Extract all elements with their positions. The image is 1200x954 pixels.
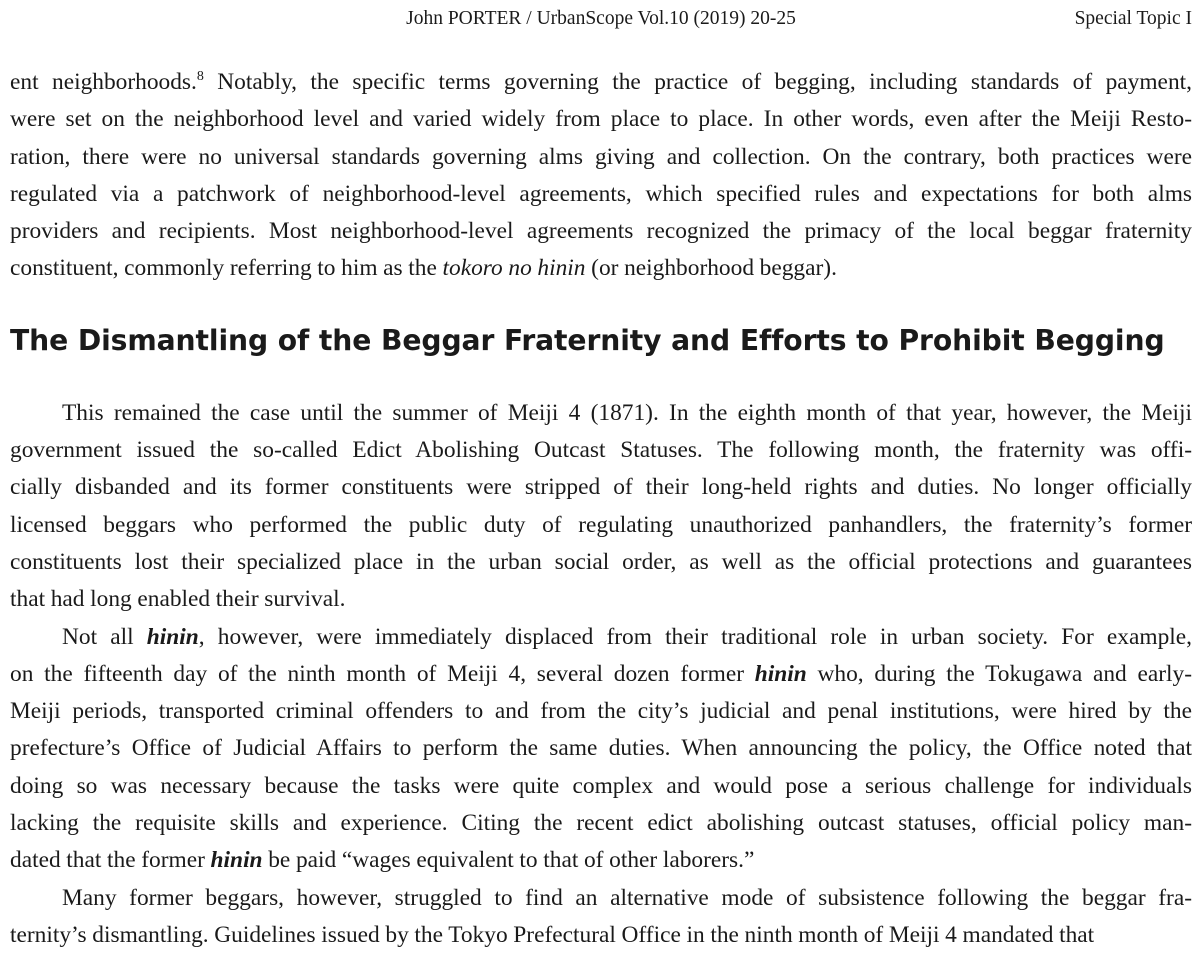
text-line: Not all hinin, however, were immediately displaced from their traditional role in urban society. For example, bbox=[62, 623, 1192, 650]
text-line: government issued the so-called Edict Abolishing Outcast Statuses. The following month, the fraternity was offi- bbox=[10, 437, 1192, 464]
text-line: ent neighborhoods.$^8$ Notably, the specific terms governing the practice of begging, including standards of payment, bbox=[10, 69, 1192, 95]
body-paragraph bbox=[10, 880, 1192, 954]
text-line: ration, there were no universal standards governing alms giving and collection. On the contrary, both practices were bbox=[10, 143, 1192, 170]
text-line: providers and recipients. Most neighborhood-level agreements recognized the primacy of the local beggar fraternity bbox=[10, 218, 1192, 245]
text-line: regulated via a patchwork of neighborhood-level agreements, which specified rules and expectations for both alms bbox=[10, 180, 1192, 207]
text-line: Many former beggars, however, struggled to find an alternative mode of subsistence following the beggar fra- bbox=[62, 884, 1192, 911]
footnote-ref: 8 bbox=[196, 69, 204, 84]
italic-term: tokoro no hinin bbox=[442, 255, 586, 282]
text-line: licensed beggars who performed the public duty of regulating unauthorized panhandlers, the fraternity’s former bbox=[10, 511, 1192, 538]
text-line: This remained the case until the summer of Meiji 4 (1871). In the eighth month of that year, however, the Meiji bbox=[62, 399, 1192, 426]
paper-page bbox=[10, 0, 1193, 948]
running-title: John PORTER / UrbanScope Vol.10 (2019) 20-25 bbox=[406, 8, 796, 29]
text-line: doing so was necessary because the tasks were quite complex and would pose a serious challenge for individuals bbox=[10, 772, 1192, 799]
text-line: were set on the neighborhood level and varied widely from place to place. In other words, even after the Meiji Resto- bbox=[10, 106, 1192, 133]
section-label: Special Topic I bbox=[1074, 8, 1192, 29]
text-line: dated that the former hinin be paid “wages equivalent to that of other laborers.” bbox=[10, 847, 755, 874]
text-line: ternity’s dismantling. Guidelines issued by the Tokyo Prefectural Office in the ninth month of Meiji 4 mandated that bbox=[10, 921, 1095, 948]
body-paragraph bbox=[10, 619, 1192, 880]
text-line: lacking the requisite skills and experience. Citing the recent edict abolishing outcast statuses, official policy man- bbox=[10, 810, 1192, 837]
body-paragraph bbox=[10, 395, 1192, 619]
text-line: constituent, commonly referring to him as the tokoro no hinin (or neighborhood beggar). bbox=[10, 255, 837, 282]
section-heading: The Dismantling of the Beggar Fraternity and Efforts to Prohibit Begging bbox=[10, 323, 1165, 357]
text-line: Meiji periods, transported criminal offenders to and from the city’s judicial and penal institutions, were hired by the bbox=[10, 698, 1192, 725]
intro-paragraph bbox=[10, 64, 1192, 288]
emphasized-term: hinin bbox=[754, 660, 807, 687]
text-line: that had long enabled their survival. bbox=[10, 586, 346, 613]
text-line: on the fifteenth day of the ninth month of Meiji 4, several dozen former hinin who, during the Tokugawa and early- bbox=[10, 660, 1193, 687]
emphasized-term: hinin bbox=[210, 847, 263, 874]
text-line: prefecture’s Office of Judicial Affairs to perform the same duties. When announcing the policy, the Office noted that bbox=[10, 735, 1192, 762]
text-line: cially disbanded and its former constituents were stripped of their long-held rights and duties. No longer officially bbox=[10, 474, 1192, 501]
section-body bbox=[10, 395, 1192, 954]
text-line: constituents lost their specialized place in the urban social order, as well as the official protections and guarantees bbox=[10, 548, 1192, 575]
emphasized-term: hinin bbox=[146, 623, 199, 650]
running-header bbox=[10, 0, 1192, 38]
